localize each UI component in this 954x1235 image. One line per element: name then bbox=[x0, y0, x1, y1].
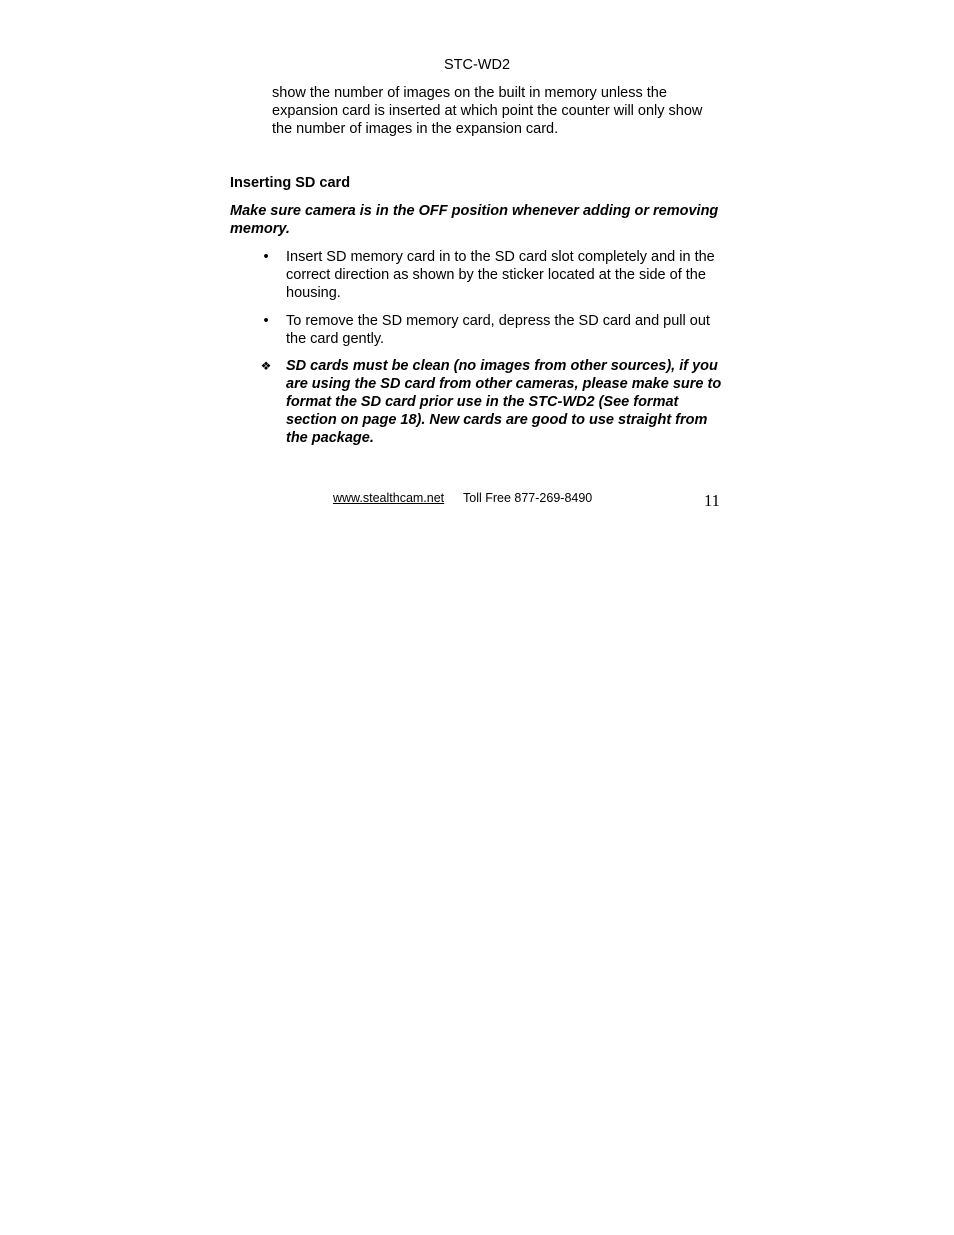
page-number: 11 bbox=[704, 491, 720, 510]
list-item-text: SD cards must be clean (no images from other sources), if you are using the SD card from other cameras, please make sure to format the SD card prior use in the STC-WD2 (See format section on page 18). New cards are good to use straight from the package. bbox=[286, 358, 722, 446]
warning-note: Make sure camera is in the OFF position whenever adding or removing memory. bbox=[230, 203, 719, 237]
intro-paragraph: show the number of images on the built in memory unless the expansion card is inserted at which point the counter will only show the number of images in the expansion card. bbox=[272, 85, 703, 137]
list-item-text: To remove the SD memory card, depress the SD card and pull out the card gently. bbox=[286, 313, 710, 347]
list-item-text: Insert SD memory card in to the SD card slot completely and in the correct direction as shown by the sticker located at the side of the housing. bbox=[286, 249, 715, 301]
list-item bbox=[256, 312, 726, 348]
bullet-icon: • bbox=[263, 249, 269, 265]
toll-free-phone: Toll Free 877-269-8490 bbox=[463, 491, 593, 505]
list-item-note bbox=[256, 357, 726, 447]
website-link[interactable]: www.stealthcam.net bbox=[333, 491, 445, 505]
list-item bbox=[256, 248, 726, 302]
section-heading: Inserting SD card bbox=[230, 175, 351, 191]
diamond-bullet-icon: ❖ bbox=[260, 359, 272, 373]
document-header-title: STC-WD2 bbox=[443, 57, 511, 73]
bullet-icon: • bbox=[263, 313, 269, 329]
